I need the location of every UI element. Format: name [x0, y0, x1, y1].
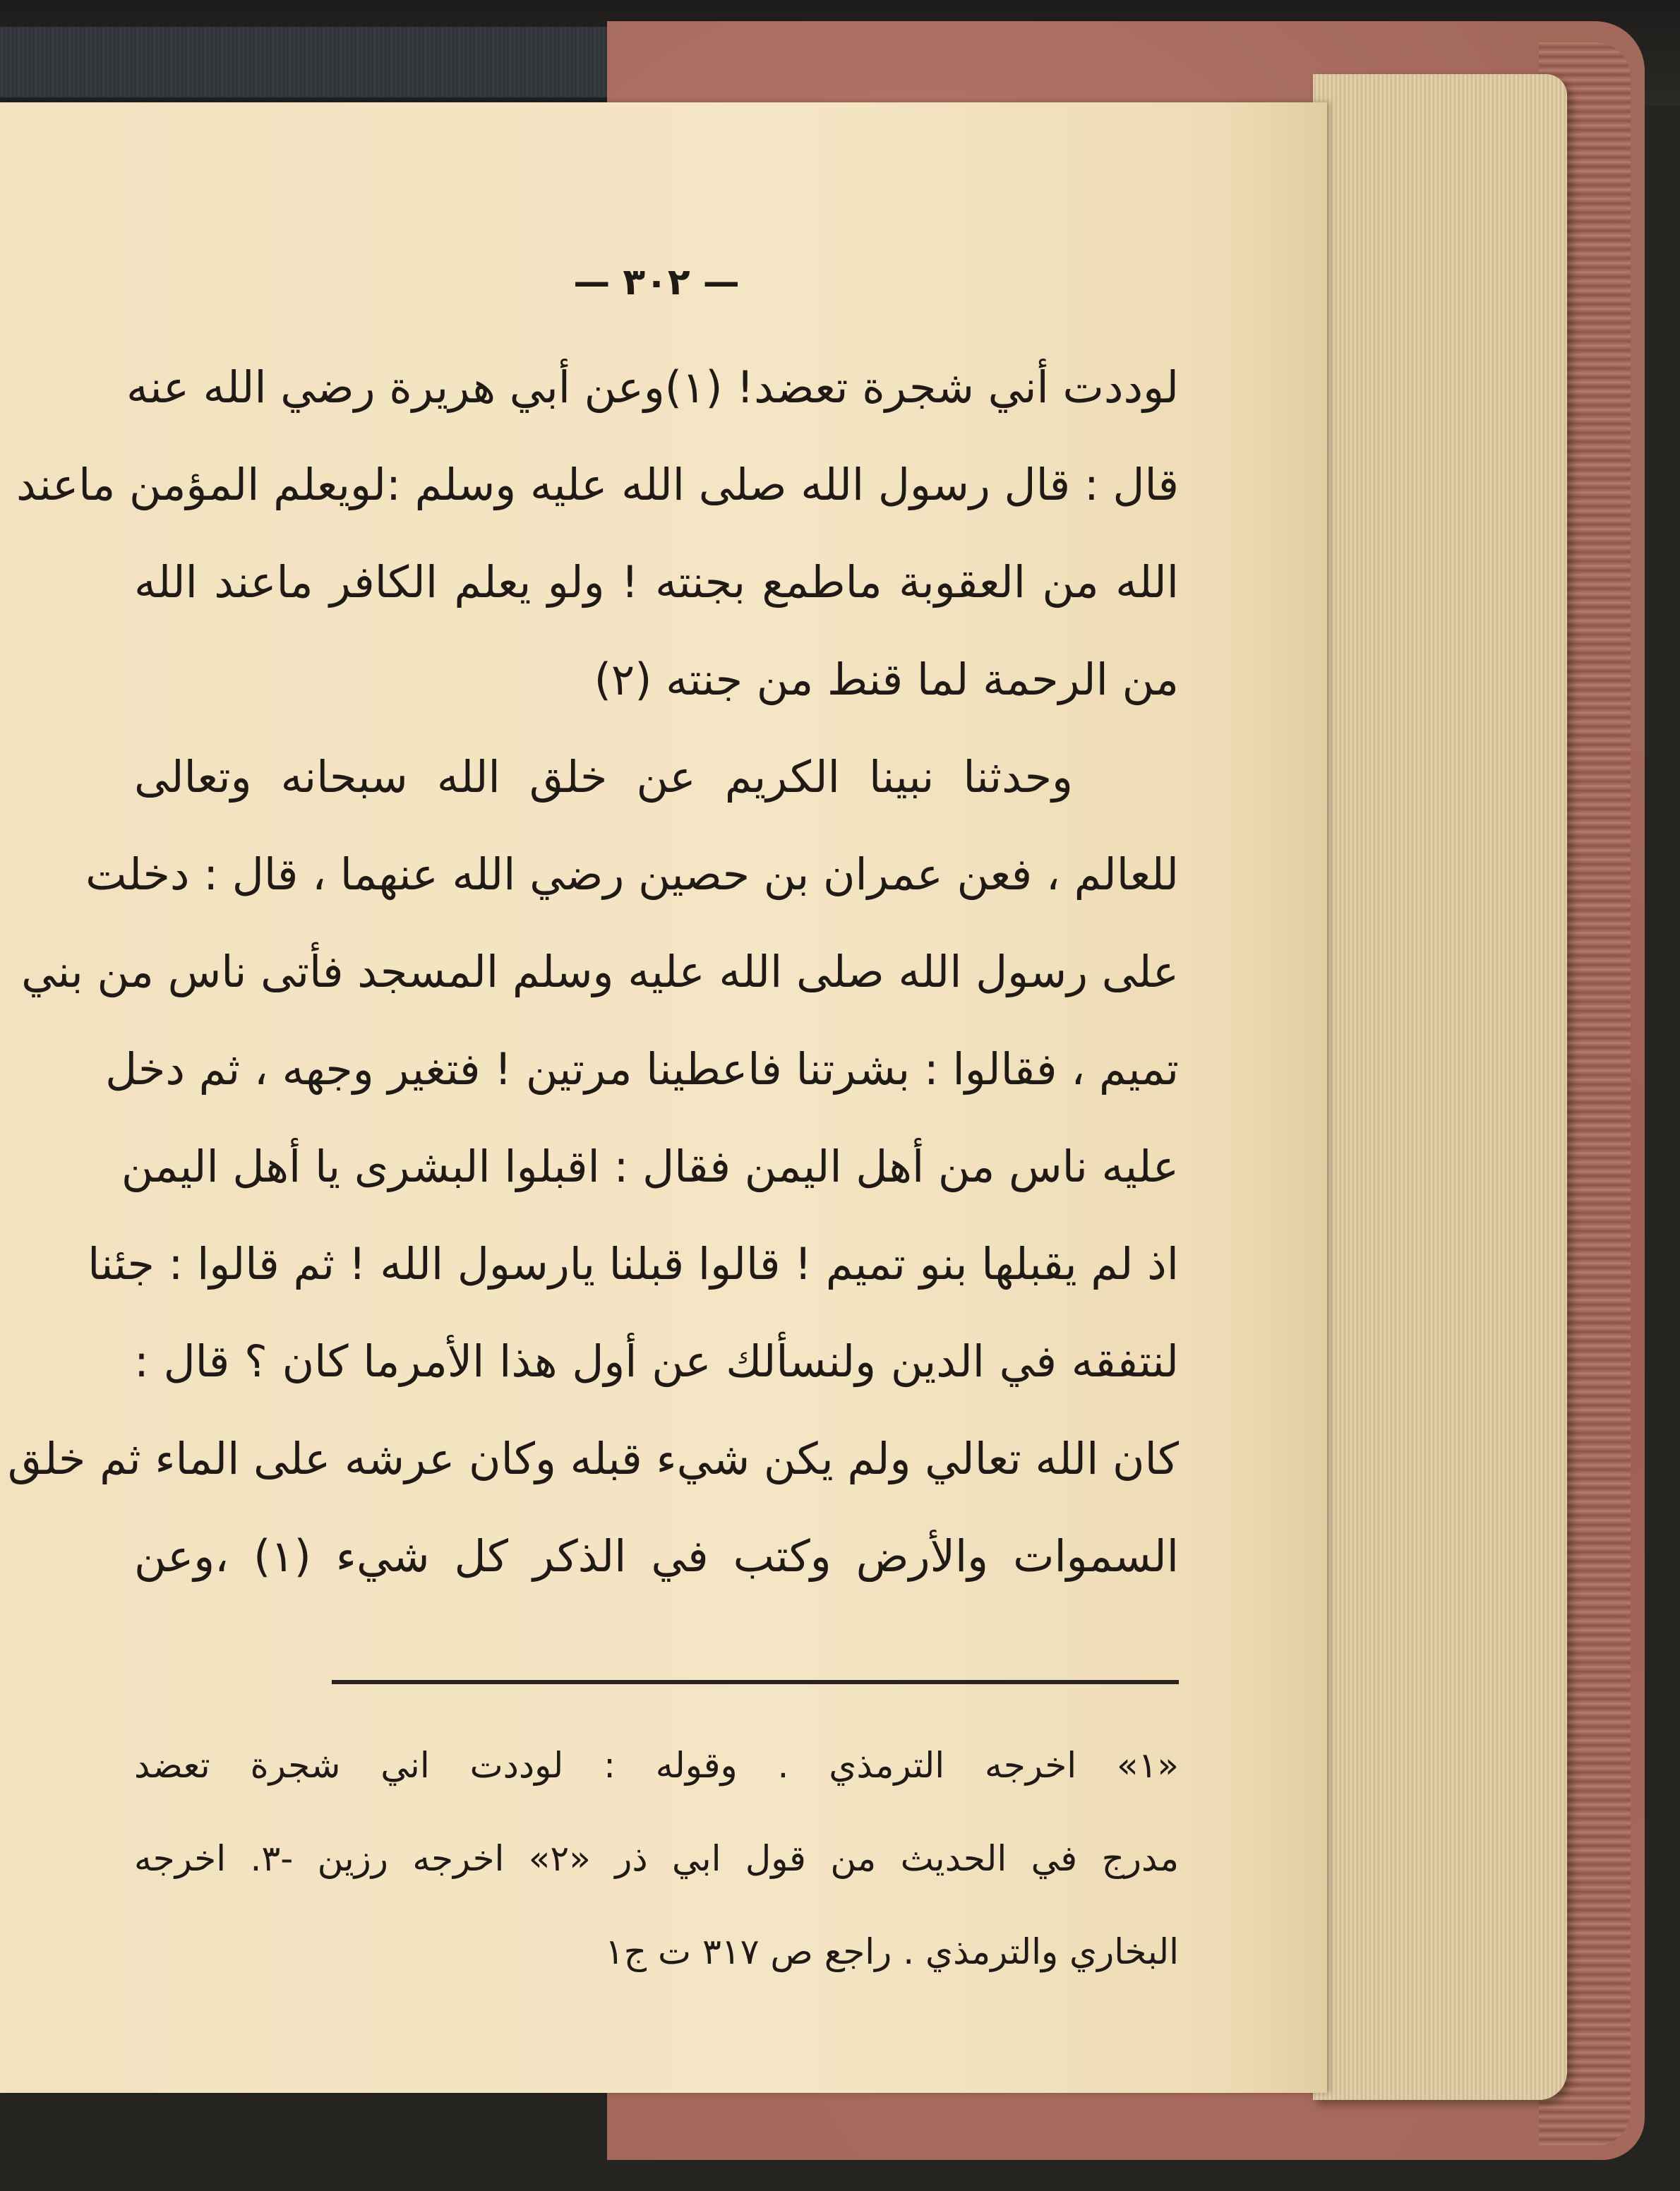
book-page — [0, 102, 1327, 2093]
main-text — [7, 339, 1179, 1605]
text-line: وحدثنا نبينا الكريم عن خلق الله سبحانه وتعالى — [134, 751, 1073, 803]
text-line: لنتفقه في الدين ولنسألك عن أول هذا الأمرما كان ؟ قال : — [134, 1335, 1179, 1387]
book-spine-cloth — [0, 27, 621, 102]
text-line: من الرحمة لما قنط من جنته (٢) — [594, 654, 1179, 705]
text-line: الله من العقوبة ماطمع بجنته ! ولو يعلم الكافر ماعند الله — [134, 556, 1179, 608]
text-line: قال : قال رسول الله صلى الله عليه وسلم :لويعلم المؤمن ماعند — [16, 459, 1179, 510]
text-line: على رسول الله صلى الله عليه وسلم المسجد فأتى ناس من بني — [21, 946, 1179, 997]
footnote-line: مدرج في الحديث من قول ابي ذر «٢» اخرجه رزين -٣. اخرجه — [134, 1838, 1180, 1879]
page-content — [7, 102, 1180, 2093]
text-line: تميم ، فقالوا : بشرتنا فاعطينا مرتين ! فتغير وجهه ، ثم دخل — [105, 1043, 1179, 1095]
footnotes — [134, 1719, 1179, 1998]
text-line: كان الله تعالي ولم يكن شيء قبله وكان عرشه على الماء ثم خلق — [7, 1433, 1179, 1484]
text-line: لوددت أني شجرة تعضد! (١)وعن أبي هريرة رضي الله عنه — [126, 361, 1179, 413]
text-line: عليه ناس من أهل اليمن فقال : اقبلوا البشرى يا أهل اليمن — [121, 1141, 1179, 1192]
text-line: السموات والأرض وكتب في الذكر كل شيء (١) ،وعن — [134, 1530, 1179, 1582]
text-line: للعالم ، فعن عمران بن حصين رضي الله عنهما ، قال : دخلت — [85, 848, 1179, 900]
text-line: اذ لم يقبلها بنو تميم ! قالوا قبلنا يارسول الله ! ثم قالوا : جئنا — [88, 1238, 1179, 1290]
page-edges — [1313, 74, 1567, 2100]
footnote-line: البخاري والترمذي . راجع ص ٣١٧ ت ج١ — [604, 1931, 1179, 1972]
footnote-line: «١» اخرجه الترمذي . وقوله : لوددت اني شجرة تعضد — [134, 1745, 1179, 1786]
page-number: — ٣٠٢ — — [573, 261, 740, 304]
footnote-divider — [332, 1680, 1179, 1684]
